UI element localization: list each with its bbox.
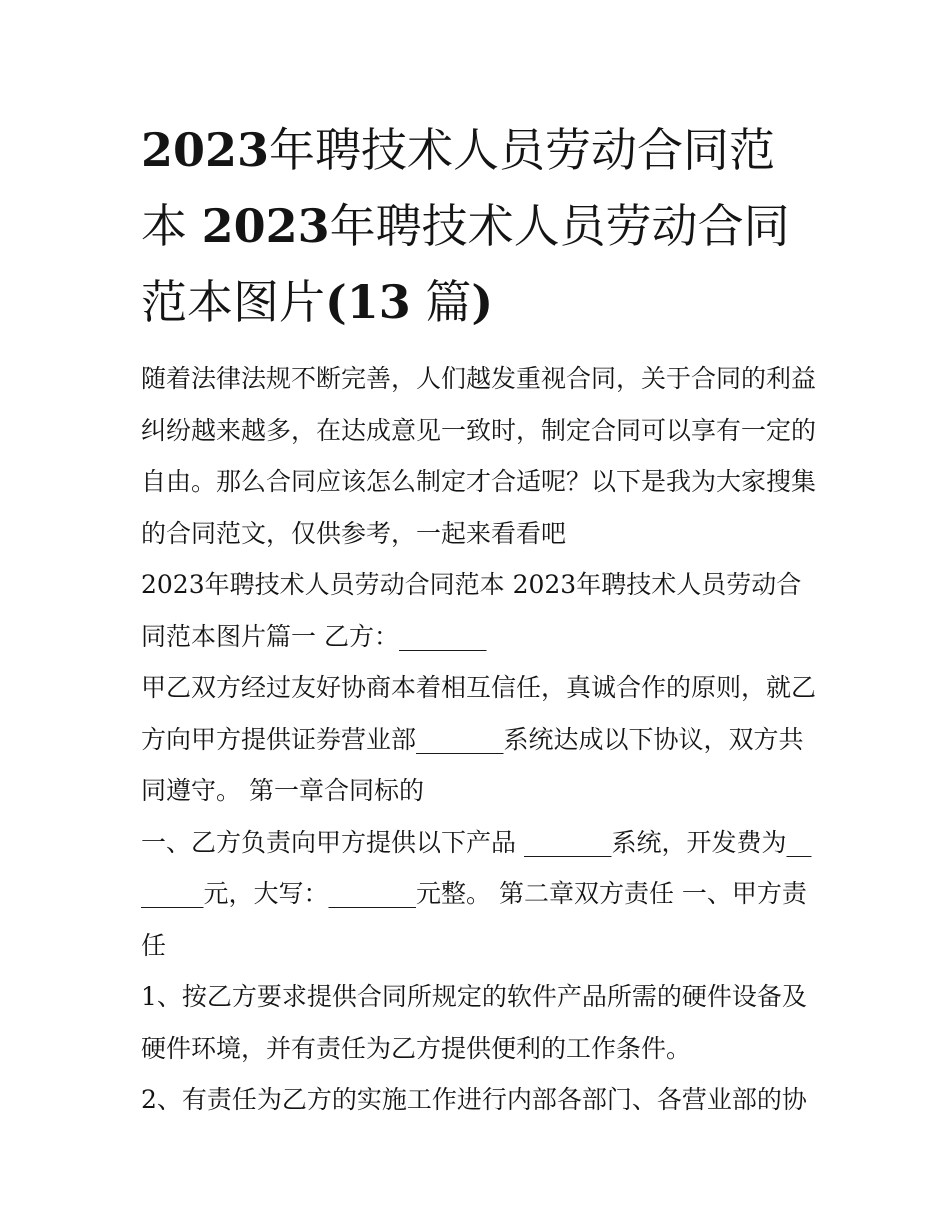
- title-count-close: ): [471, 275, 494, 329]
- document-body: [141, 112, 817, 1126]
- section-heading-paragraph: 2023年聘技术人员劳动合同范本 2023年聘技术人员劳动合同范本图片篇一 乙方：_______: [141, 570, 802, 651]
- document-title: [141, 112, 817, 340]
- title-year: 2023: [141, 123, 270, 177]
- duty-two-paragraph: 2、有责任为乙方的实施工作进行内部各部门、各营业部的协: [141, 1085, 807, 1114]
- title-text-2: 年聘技术人员劳动合同范本图片: [141, 199, 790, 329]
- agreement-paragraph: 甲乙双方经过友好协商本着相互信任，真诚合作的原则，就乙方向甲方提供证券营业部_______系统达成以下协议，双方共同遵守。 第一章合同标的: [141, 673, 817, 805]
- title-year-2: 2023: [201, 199, 330, 253]
- title-text: 年聘技术人员劳动合同范本: [141, 123, 776, 253]
- title-count-unit: 篇: [425, 275, 472, 329]
- duty-one-paragraph: 1、按乙方要求提供合同所规定的软件产品所需的硬件设备及硬件环境，并有责任为乙方提供便利的工作条件。: [141, 982, 807, 1063]
- title-count: (13: [325, 275, 411, 329]
- intro-paragraph: 随着法律法规不断完善，人们越发重视合同，关于合同的利益纠纷越来越多，在达成意见一致时，制定合同可以享有一定的自由。那么合同应该怎么制定才合适呢？以下是我为大家搜集的合同范文，仅供参考，一起来看看吧: [141, 364, 817, 548]
- clause-one-paragraph: 一、乙方负责向甲方提供以下产品 _______系统，开发费为_______元，大写：_______元整。 第二章双方责任 一、甲方责任: [141, 827, 812, 960]
